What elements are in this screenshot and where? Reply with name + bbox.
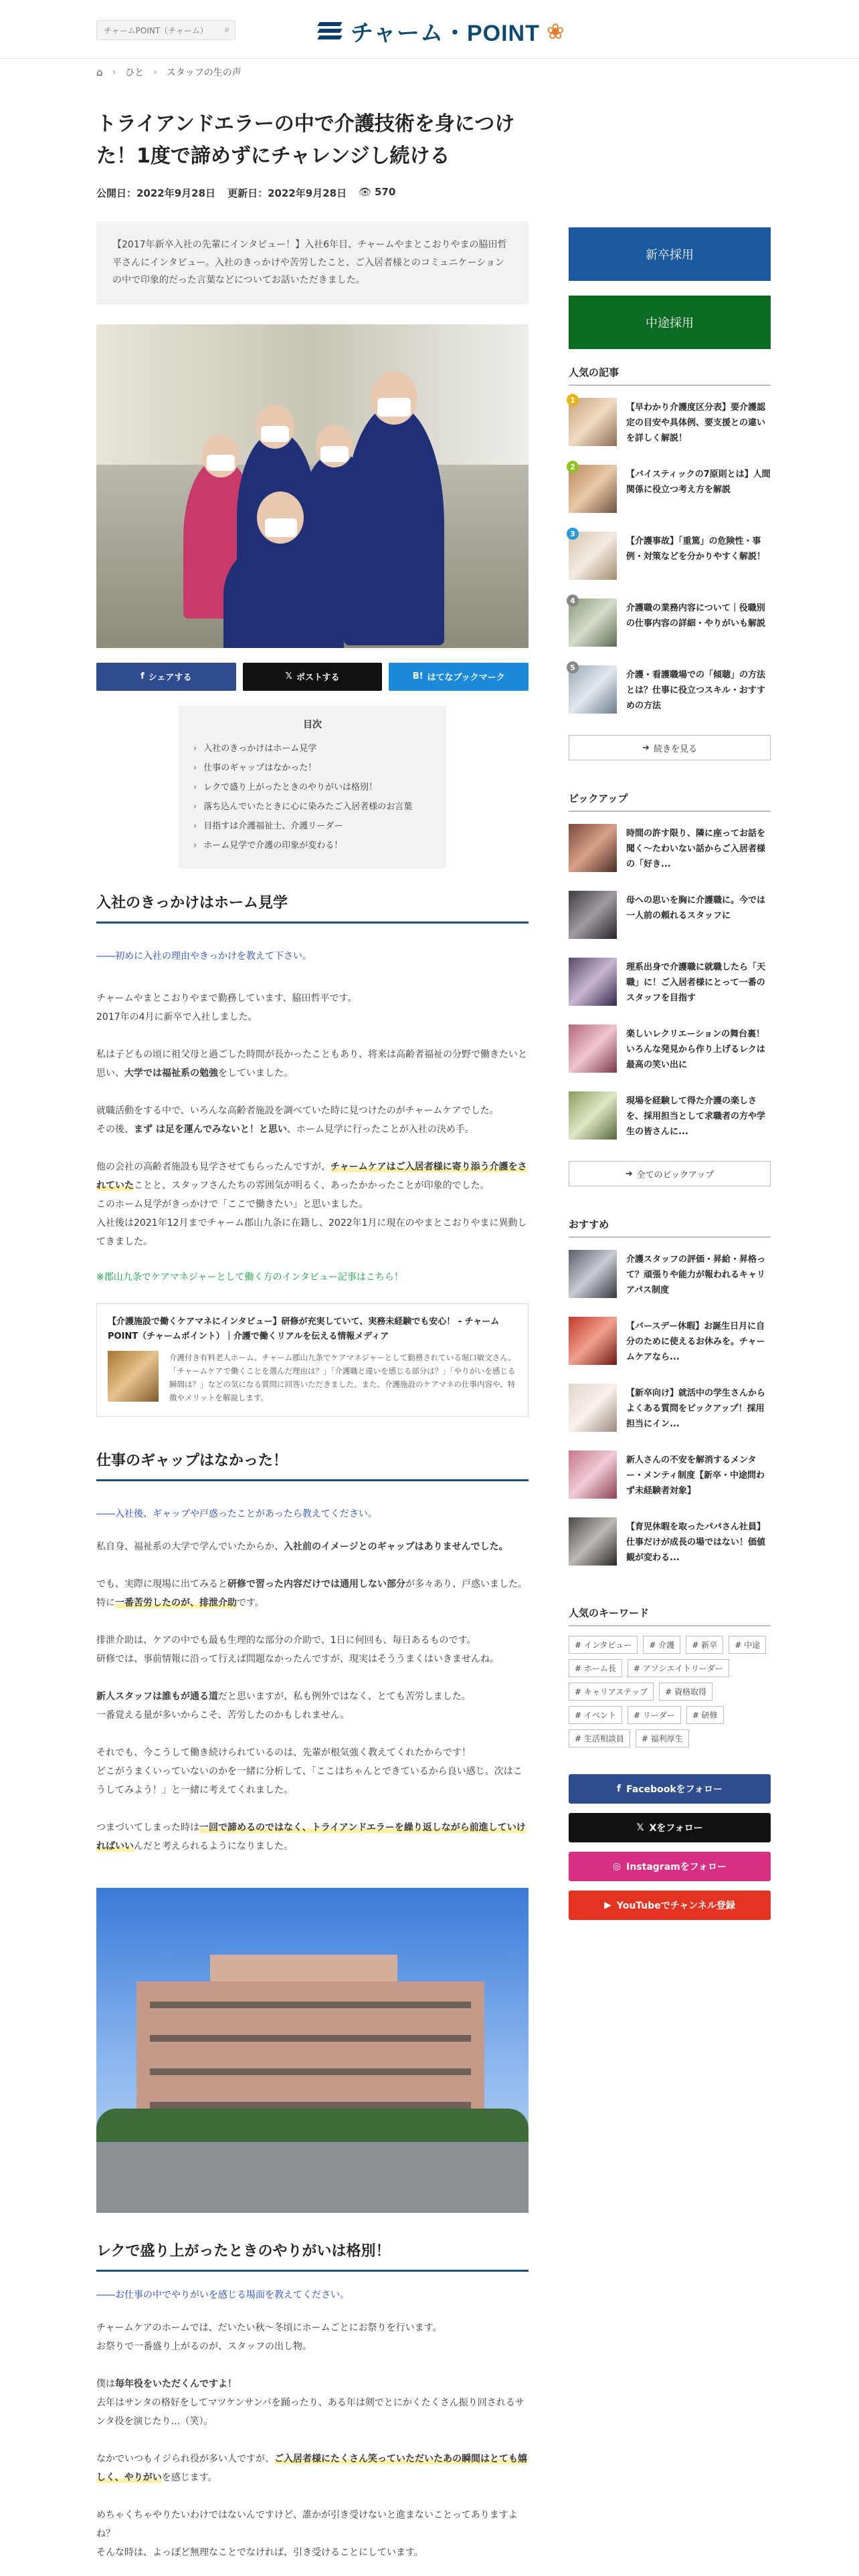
- text: です。: [237, 1598, 264, 1609]
- article-title: トライアンドエラーの中で介護技術を身につけた！1度で諦めずにチャレンジし続ける: [96, 112, 515, 168]
- bold-text: まず は足を運んでみないと！と思い: [134, 1123, 287, 1135]
- pickup-list: [569, 824, 771, 1186]
- recommend-article[interactable]: [569, 1317, 771, 1384]
- text: 特に: [96, 1598, 115, 1609]
- article-title: 介護・看護職場での「傾聴」の方法とは？仕事に役立つスキル・おすすめの方法: [626, 670, 766, 711]
- text: チャームやまとこおりやまで勤務しています、脇田哲平です。: [96, 992, 357, 1004]
- tag-label: インタビュー: [583, 1640, 632, 1650]
- rank-badge: 2: [567, 461, 579, 473]
- article-title: 介護スタッフの評価・昇給・昇格って？頑張りや能力が報われるキャリアパス制度: [626, 1255, 766, 1295]
- staff-group-photo: [96, 324, 529, 648]
- text: だと思いますが、私も例外ではなく、とても苦労しました。: [218, 1691, 471, 1703]
- paragraph: [96, 1687, 529, 1725]
- text: それでも、今こうして働き続けられているのは、先輩が根気強く教えてくれたからです！: [96, 1747, 471, 1759]
- toc-item[interactable]: › レクで盛り上がったときのやりがいは格別！: [193, 778, 432, 797]
- interview-question: ――お仕事の中でやりがいを感じる場面を教えてください。: [96, 2290, 349, 2301]
- rank-badge: 5: [567, 661, 579, 673]
- article-thumbnail: [569, 824, 617, 872]
- keyword-tag[interactable]: # アソシエイトリーダー: [628, 1659, 729, 1677]
- section-heading: 仕事のギャップはなかった！: [96, 1449, 529, 1481]
- text: 僕は: [96, 2379, 115, 2390]
- facebook-share-button[interactable]: [96, 663, 236, 691]
- keyword-tag[interactable]: # 資格取得: [659, 1683, 712, 1701]
- tag-label: 中途: [744, 1640, 761, 1650]
- toc-item[interactable]: › 目指すは介護福祉士、介護リーダー: [193, 817, 432, 836]
- text: 、ホーム見学に行ったことが入社の決め手。: [286, 1123, 474, 1135]
- recommend-heading: おすすめ: [569, 1217, 771, 1238]
- tag-label: 福利厚生: [650, 1734, 683, 1743]
- keyword-tag[interactable]: # インタビュー: [569, 1636, 638, 1654]
- view-count: [359, 186, 395, 200]
- text: をしていました。: [218, 1067, 293, 1079]
- share-buttons: [96, 663, 529, 691]
- site-logo[interactable]: [317, 15, 565, 47]
- pickup-article[interactable]: [569, 1025, 771, 1091]
- related-article-card[interactable]: [96, 1303, 529, 1418]
- pickup-more-button[interactable]: [569, 1161, 771, 1186]
- keyword-tag[interactable]: # 研修: [686, 1706, 724, 1724]
- highlight-text: 一番苦労したのが、排泄介助: [115, 1598, 237, 1609]
- tag-label: 資格取得: [674, 1687, 707, 1697]
- text: ことと、スタッフさんたちの雰囲気が明るく、あったかかったことが印象的でした。: [134, 1180, 490, 1191]
- arrow-right-circle-icon: ➜: [642, 742, 650, 753]
- recommend-article[interactable]: [569, 1517, 771, 1584]
- rank-badge: 4: [567, 595, 579, 607]
- article-title: 介護職の業務内容について｜役職別の仕事内容の詳細・やりがいも解説: [626, 603, 766, 629]
- paragraph: [96, 2506, 529, 2562]
- article-thumbnail: [569, 599, 617, 647]
- highlight-text: ご入居者様にたくさん笑っていただいたあの瞬間はとても嬉しく、やりがい: [96, 2454, 527, 2484]
- tag-label: リーダー: [642, 1711, 675, 1720]
- paragraph: [96, 1818, 529, 1856]
- text: どこがうまくいっていないのかを一緒に分析して、「ここはちゃんとできているから良い感じ。次はこうしてみよう！」と一緒に考えてくれました。: [96, 1766, 522, 1796]
- paragraph: [96, 1158, 529, 1251]
- text: 2017年の4月に新卒で入社しました。: [96, 1011, 258, 1023]
- article-meta: [96, 186, 529, 200]
- published-date: 公開日：2022年9月28日: [96, 187, 216, 199]
- popular-article[interactable]: [569, 665, 771, 732]
- search-placeholder: チャームPOINT（チャーム）: [104, 25, 208, 35]
- article-thumbnail: [569, 1451, 617, 1499]
- keyword-tag[interactable]: # 中途: [729, 1636, 766, 1654]
- text: 排泄介助は、ケアの中でも最も生理的な部分の介助で、1日に何回も、毎日あるものです。: [96, 1635, 476, 1646]
- follow-label: Instagramをフォロー: [626, 1862, 727, 1872]
- keyword-tag[interactable]: # 介護: [643, 1636, 680, 1654]
- article-thumbnail: [569, 1250, 617, 1298]
- bold-text: 大学では福祉系の勉強: [124, 1067, 218, 1079]
- text: んだと考えられるようになりました。: [134, 1841, 293, 1852]
- popular-article[interactable]: [569, 529, 771, 599]
- article-thumbnail: [569, 1025, 617, 1073]
- text: 就職活動をする中で、いろんな高齢者施設を調べていた時に見つけたのがチャームケアでした。: [96, 1105, 499, 1116]
- breadcrumb: [96, 64, 242, 80]
- article-title: 新人さんの不安を解消するメンター・メンティ制度【新卒・中途問わず未経験者対象】: [626, 1455, 765, 1496]
- x-share-label: ポストする: [296, 673, 340, 683]
- text: このホーム見学がきっかけで「ここで働きたい」と思いました。: [96, 1198, 368, 1210]
- text: でも、実際に現場に出てみると: [96, 1579, 227, 1590]
- text: 研修では、事前情報に沿って行えば問題なかったんですが、現実はそううまくはいきませんね。: [96, 1654, 499, 1665]
- article-title: 母への思いを胸に介護職に。今では一人前の頼れるスタッフに: [626, 895, 766, 921]
- rank-badge: 1: [567, 394, 579, 406]
- keyword-tag[interactable]: # 新卒: [686, 1636, 723, 1654]
- keyword-tag[interactable]: # 福利厚生: [636, 1729, 689, 1747]
- text: 一番覚える量が多いからこそ、苦労したのかもしれません。: [96, 1710, 350, 1721]
- x-icon: 𝕏: [285, 671, 292, 682]
- article-thumbnail: [569, 398, 617, 446]
- popular-articles-list: [569, 395, 771, 760]
- paragraph: [96, 2375, 529, 2431]
- highlight-text: チャームケアはご入居者様に寄り添う介護をされていた: [96, 1161, 527, 1191]
- paragraph: [96, 989, 529, 1027]
- logo-mark-icon: [317, 18, 344, 45]
- text: めちゃくちゃやりたいわけではないんですけど、誰かが引き受けないと進まないことってありますよね？: [96, 2510, 518, 2540]
- facebook-share-label: シェアする: [148, 673, 192, 683]
- paragraph: [96, 2319, 529, 2356]
- instagram-follow-button[interactable]: [569, 1852, 771, 1881]
- article-thumbnail: [569, 958, 617, 1006]
- text: を感じます。: [161, 2472, 217, 2484]
- article-title: 現場を経験して得た介護の楽しさを、採用担当として求職者の方や学生の皆さんに...: [626, 1096, 766, 1137]
- pickup-article[interactable]: [569, 891, 771, 958]
- hatena-label: はてなブックマーク: [427, 673, 505, 683]
- x-follow-button[interactable]: [569, 1813, 771, 1842]
- text: なかでいつもイジられ役が多い人ですが、: [96, 2454, 274, 2465]
- pickup-article[interactable]: [569, 824, 771, 891]
- follow-label: YouTubeでチャンネル登録: [616, 1901, 735, 1911]
- hatena-bookmark-button[interactable]: [389, 663, 529, 691]
- text: 入社後は2021年12月までチャーム郡山九条に在籍し、2022年1月に現在のやまとこおりやまに異動してきました。: [96, 1217, 527, 1247]
- tag-label: 介護: [658, 1640, 675, 1650]
- article-thumbnail: [569, 532, 617, 580]
- article-title: 【バイスティックの7原則とは】人間関係に役立つ考え方を解説: [626, 469, 771, 495]
- view-count-value: 570: [374, 186, 396, 198]
- tag-label: イベント: [583, 1711, 616, 1720]
- x-share-button[interactable]: [243, 663, 383, 691]
- text: チャームケアのホームでは、だいたい秋〜冬頃にホームごとにお祭りを行います。: [96, 2323, 442, 2334]
- facebook-follow-button[interactable]: [569, 1774, 771, 1804]
- card-thumbnail: [108, 1351, 159, 1402]
- keyword-tag[interactable]: # リーダー: [628, 1706, 681, 1724]
- section-heading: レクで盛り上がったときのやりがいは格別！: [96, 2240, 529, 2272]
- article-thumbnail: [569, 1384, 617, 1432]
- tag-label: 研修: [701, 1711, 718, 1720]
- sidebar: [569, 227, 771, 1920]
- keyword-tag[interactable]: # キャリアステップ: [569, 1683, 654, 1701]
- popular-article[interactable]: [569, 395, 771, 465]
- card-description: 介護付き有料老人ホーム、チャーム郡山九条でケアマネジャーとして勤務されている堀口敏文さん。「チャームケアで働くことを選んだ理由は？」「介護職と違いを感じる部分は？」「やりがいを感じる瞬間は？」などの気になる質問に回答いただきました。また、介護施設のケアマネの仕事内容や、特徴やメリットを解説します。: [169, 1352, 516, 1403]
- pickup-article[interactable]: [569, 1091, 771, 1158]
- site-header: [0, 0, 859, 59]
- search-icon[interactable]: ⌕: [224, 25, 229, 35]
- text: お祭りで一番盛り上がるのが、スタッフの出し物。: [96, 2341, 312, 2353]
- text: そんな時は、よっぽど無理なことでなければ、引き受けることにしています。: [96, 2547, 423, 2559]
- recommend-list: [569, 1250, 771, 1584]
- toc-item[interactable]: › 仕事のギャップはなかった！: [193, 758, 432, 778]
- keyword-tag[interactable]: # イベント: [569, 1706, 622, 1724]
- toc-item[interactable]: › ホーム見学で介護の印象が変わる！: [193, 836, 432, 855]
- breadcrumb-item[interactable]: スタッフの生の声: [166, 68, 242, 78]
- logo-text: チャーム・POINT: [351, 21, 540, 46]
- x-icon: 𝕏: [636, 1822, 644, 1833]
- keywords-heading: 人気のキーワード: [569, 1606, 771, 1626]
- article-thumbnail: [569, 1517, 617, 1566]
- text: その後、: [96, 1123, 134, 1135]
- interview-question: ――初めに入社の理由やきっかけを教えて下さい。: [96, 950, 312, 962]
- facebook-icon: f: [617, 1784, 622, 1794]
- paragraph: [96, 2450, 529, 2487]
- recommend-article[interactable]: [569, 1384, 771, 1451]
- card-title: 【介護施設で働くケアマネにインタビュー】研修が充実していて、実務未経験でも安心！ - チャームPOINT（チャームポイント）｜介護で働くリアルを伝える情報メディア: [108, 1316, 500, 1341]
- facility-building-photo: [96, 1888, 529, 2213]
- text: 去年はサンタの格好をしてマツケンサンバを踊ったり、ある年は剣でとにかくたくさん振り回されるサンタ役を演じたり…（笑）。: [96, 2397, 524, 2428]
- article-title: 楽しいレクリエーションの舞台裏！いろんな発見から作り上げるレクは最高の笑い出に: [626, 1029, 765, 1070]
- article-thumbnail: [569, 465, 617, 513]
- article-title: 【新卒向け】就活中の学生さんから よくある質問をピックアップ！採用担当にイン...: [626, 1388, 766, 1429]
- paragraph: [96, 1575, 529, 1612]
- text: が多々あり、戸惑いました。: [405, 1579, 527, 1590]
- popular-more-button[interactable]: [569, 735, 771, 760]
- bold-text: 毎年役をいただくんですよ！: [115, 2379, 237, 2390]
- recommend-article[interactable]: [569, 1250, 771, 1317]
- popular-articles-heading: 人気の記事: [569, 365, 771, 386]
- article-intro: 【2017年新卒入社の先輩にインタビュー！】入社6年目、チャームやまとこおりやまの脇田哲平さんにインタビュー。入社のきっかけや苦労したこと、ご入居者様とのコミュニケーションの中で印象的だった言葉などについてお話いただきました。: [96, 221, 529, 304]
- article: [96, 100, 529, 2562]
- pickup-heading: ピックアップ: [569, 791, 771, 812]
- chevron-right-icon: ›: [153, 67, 157, 78]
- paragraph: [96, 1743, 529, 1800]
- tag-label: アソシエイトリーダー: [642, 1664, 723, 1673]
- updated-date: 更新日：2022年9月28日: [227, 187, 347, 199]
- text: 私自身、福祉系の大学で学んでいたからか、: [96, 1541, 284, 1553]
- text: つまづいてしまった時は: [96, 1822, 199, 1834]
- instagram-icon: ◎: [612, 1861, 622, 1872]
- table-of-contents: [179, 706, 446, 869]
- follow-label: Facebookをフォロー: [626, 1784, 723, 1795]
- pickup-article[interactable]: [569, 958, 771, 1025]
- arrow-right-circle-icon: ➜: [625, 1168, 633, 1179]
- interview-question: ――入社後、ギャップや戸惑ったことがあったら教えてください。: [96, 1509, 377, 1520]
- facebook-icon: f: [140, 671, 145, 682]
- article-thumbnail: [569, 1091, 617, 1140]
- keyword-tag[interactable]: # 生活相談員: [569, 1729, 630, 1747]
- article-title: 【早わかり介護度区分表】要介護認定の目安や具体例、要支援との違いを詳しく解説！: [626, 403, 766, 443]
- tag-label: 生活相談員: [583, 1734, 624, 1743]
- mid-career-recruit-button[interactable]: 中途採用: [569, 296, 771, 349]
- youtube-icon: ▶: [604, 1900, 611, 1911]
- paragraph: [96, 1631, 529, 1669]
- flower-icon: ❀: [546, 18, 565, 44]
- new-grad-recruit-button[interactable]: 新卒採用: [569, 227, 771, 281]
- article-title: 【介護事故】「重篤」の危険性・事例・対策などを分かりやすく解説！: [626, 536, 766, 562]
- keyword-tag[interactable]: # ホーム長: [569, 1659, 622, 1677]
- recommend-article[interactable]: [569, 1451, 771, 1517]
- chevron-right-icon: ›: [112, 67, 116, 78]
- breadcrumb-item[interactable]: ひと: [125, 68, 145, 78]
- hatena-icon: B!: [412, 671, 423, 682]
- eye-icon: 👁: [359, 186, 372, 198]
- popular-article[interactable]: [569, 462, 771, 532]
- article-title: 時間の許す限り、隣に座ってお話を聞く〜たわいない話からご入居者様の「好き...: [626, 829, 766, 869]
- paragraph: [96, 1537, 529, 1556]
- article-thumbnail: [569, 891, 617, 939]
- tag-label: ホーム長: [583, 1664, 616, 1673]
- tag-label: 新卒: [701, 1640, 718, 1650]
- section-heading: 入社のきっかけはホーム見学: [96, 891, 529, 924]
- related-article-link[interactable]: ※郡山九条でケアマネジャーとして働く方のインタビュー記事はこちら！: [96, 1271, 403, 1283]
- rank-badge: 3: [567, 528, 579, 540]
- popular-article[interactable]: [569, 596, 771, 665]
- article-title: 【バースデー休暇】お誕生日月に自分のために使えるお休みを。チャームケアなら...: [626, 1321, 765, 1362]
- bold-text: 研修で習った内容だけでは通用しない部分: [227, 1579, 405, 1590]
- text: 他の会社の高齢者施設も見学させてもらったんですが、: [96, 1161, 330, 1172]
- toc-title: 目次: [303, 719, 322, 730]
- bold-text: 新人スタッフは誰もが通る道: [96, 1691, 218, 1703]
- search-box[interactable]: [96, 20, 235, 40]
- keyword-tags: [569, 1636, 771, 1747]
- article-thumbnail: [569, 1317, 617, 1365]
- paragraph: [96, 1045, 529, 1083]
- tag-label: キャリアステップ: [583, 1687, 648, 1697]
- article-title: 【育児休暇を取ったパパさん社員】仕事だけが成長の場ではない！価値観が変わる...: [626, 1522, 766, 1563]
- article-thumbnail: [569, 665, 617, 714]
- highlight-text: 一回で諦めるのではなく、トライアンドエラーを繰り返しながら前進していければいい: [96, 1822, 526, 1852]
- toc-item[interactable]: › 落ち込んでいたときに心に染みたご入居者様のお言葉: [193, 797, 432, 817]
- follow-label: Xをフォロー: [649, 1823, 703, 1834]
- bold-text: 入社前のイメージとのギャップはありませんでした。: [284, 1541, 508, 1553]
- text: 私は子どもの頃に祖父母と過ごした時間が長かったこともあり、将来は高齢者福祉の分野で働きたいと思い、: [96, 1049, 527, 1079]
- more-label: 全てのピックアップ: [636, 1170, 714, 1180]
- article-title: 理系出身で介護職に就職したら「天職」に！ご入居者様にとって一番のスタッフを目指す: [626, 962, 766, 1003]
- toc-item[interactable]: › 入社のきっかけはホーム見学: [193, 739, 432, 758]
- home-icon[interactable]: ⌂: [96, 66, 103, 78]
- youtube-subscribe-button[interactable]: [569, 1891, 771, 1920]
- paragraph: [96, 1101, 529, 1139]
- more-label: 続きを見る: [653, 744, 697, 754]
